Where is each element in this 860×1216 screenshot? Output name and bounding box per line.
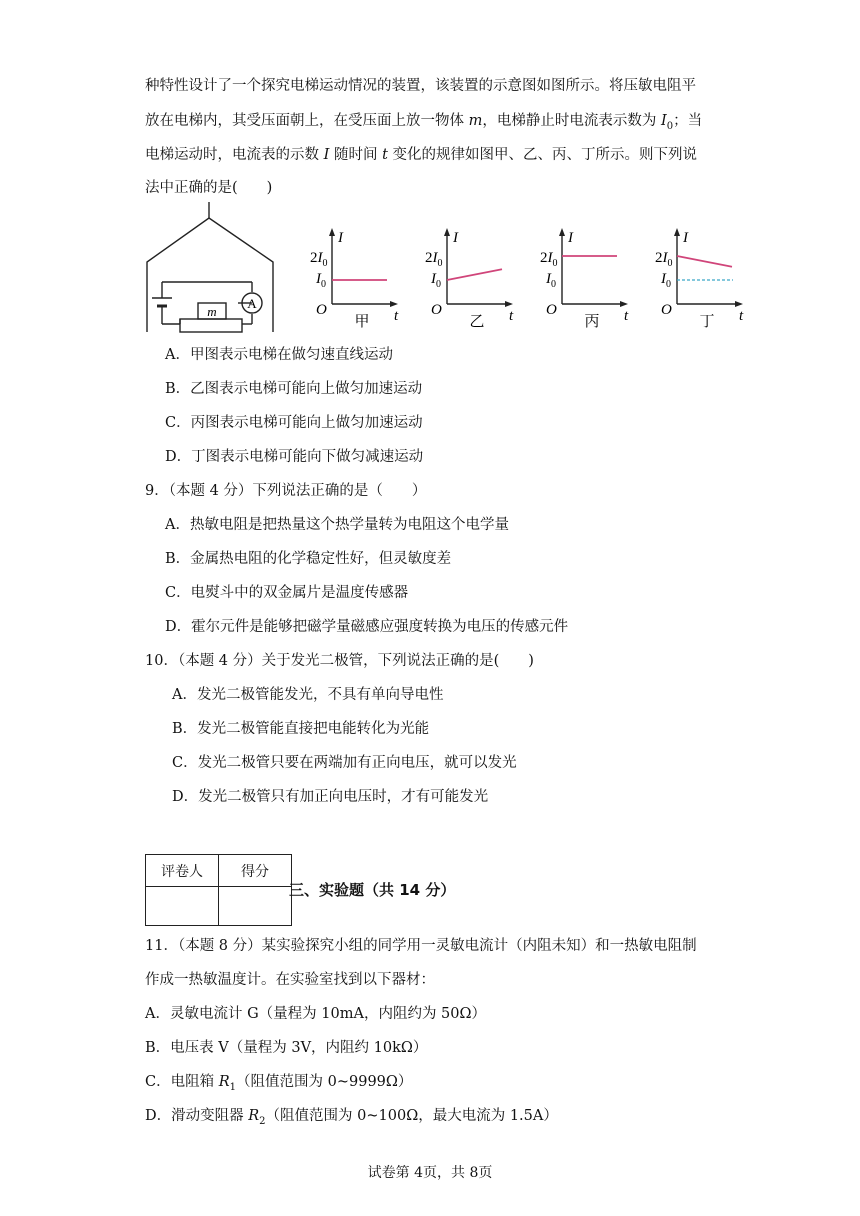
- text: C．电阻箱: [145, 1074, 219, 1090]
- text: 放在电梯内，其受压面朝上，在受压面上放一物体: [145, 113, 469, 129]
- subscript: 2: [259, 1115, 266, 1127]
- mass-label: m: [207, 304, 217, 319]
- y-axis-label: I: [453, 230, 458, 246]
- subscript: 1: [229, 1081, 237, 1093]
- intro-line-2: [145, 109, 702, 132]
- q8-option-b: B．乙图表示电梯可能向上做匀加速运动: [165, 381, 423, 397]
- q10-option-a: A．发光二极管能发光，不具有单向导电性: [172, 687, 444, 703]
- x-axis-label: t: [739, 308, 744, 324]
- current-time-graphs: [300, 222, 760, 338]
- x-axis-label: t: [624, 308, 629, 324]
- text: 电梯运动时，电流表的示数: [145, 147, 324, 163]
- y-axis-arrow: [444, 228, 450, 236]
- current-curve: [447, 269, 502, 280]
- tick-2I0: $2I_0$: [655, 250, 673, 269]
- q8-option-a: A．甲图表示电梯在做匀速直线运动: [165, 347, 393, 363]
- intro-line-1: 种特性设计了一个探究电梯运动情况的装置，该装置的示意图如图所示。将压敏电阻平: [145, 78, 696, 94]
- q8-option-c: C．丙图表示电梯可能向上做匀加速运动: [165, 415, 423, 431]
- graph-name: 乙: [469, 314, 485, 330]
- var-R: R: [218, 1074, 230, 1090]
- graph-name: 甲: [354, 314, 370, 330]
- var-m: m: [468, 113, 483, 129]
- q10-option-d: D．发光二极管只有加正向电压时，才有可能发光: [172, 789, 489, 805]
- x-axis-arrow: [620, 301, 628, 307]
- y-axis-arrow: [559, 228, 565, 236]
- text: D．滑动变阻器: [145, 1108, 249, 1124]
- q9-option-b: B．金属热电阻的化学稳定性好，但灵敏度差: [165, 551, 452, 567]
- tick-I0: $I_0$: [431, 271, 441, 290]
- score-cell[interactable]: [219, 887, 292, 926]
- tick-2I0: $2I_0$: [425, 250, 443, 269]
- var-I: I: [323, 147, 330, 163]
- graph-2: [425, 228, 514, 330]
- var-t: t: [382, 147, 388, 163]
- q9-option-c: C．电熨斗中的双金属片是温度传感器: [165, 585, 409, 601]
- text: 变化的规律如图甲、乙、丙、丁所示。则下列说: [387, 147, 697, 163]
- x-axis-label: t: [509, 308, 514, 324]
- page-footer: 试卷第 4页，共 8页: [367, 1165, 493, 1181]
- q9-option-a: A．热敏电阻是把热量这个热学量转为电阻这个电学量: [165, 517, 509, 533]
- x-axis-arrow: [735, 301, 743, 307]
- tick-I0: $I_0$: [546, 271, 556, 290]
- q10-option-c: C．发光二极管只要在两端加有正向电压，就可以发光: [172, 755, 517, 771]
- tick-I0: $I_0$: [661, 271, 671, 290]
- origin-label: O: [661, 302, 672, 318]
- y-axis-label: I: [338, 230, 343, 246]
- subscript: 0: [666, 120, 674, 132]
- q10-stem: 10．（本题 4 分）关于发光二极管，下列说法正确的是( ): [145, 653, 534, 669]
- score-header: 得分: [219, 855, 292, 887]
- current-curve: [677, 256, 732, 267]
- q11-line-2: 作成一热敏温度计。在实验室找到以下器材：: [145, 972, 435, 988]
- section-heading: 三、实验题（共 14 分）: [289, 881, 456, 899]
- origin-label: O: [546, 302, 557, 318]
- text: ；当: [673, 113, 703, 129]
- q10-option-b: B．发光二极管能直接把电能转化为光能: [172, 721, 430, 737]
- intro-line-4: 法中正确的是( ): [145, 180, 273, 196]
- elevator-apparatus-diagram: [140, 200, 290, 335]
- y-axis-label: I: [568, 230, 573, 246]
- origin-label: O: [431, 302, 442, 318]
- q11-option-c: [145, 1070, 412, 1093]
- text: ，电梯静止时电流表示数为: [482, 113, 661, 129]
- var-R: R: [248, 1108, 260, 1124]
- text: （阻值范围为 0~100Ω，最大电流为 1.5A）: [265, 1108, 558, 1124]
- grader-cell[interactable]: [146, 887, 219, 926]
- q11-option-b: B．电压表 V（量程为 3V，内阻约 10kΩ）: [145, 1040, 428, 1056]
- tick-2I0: $2I_0$: [310, 250, 328, 269]
- origin-label: O: [316, 302, 327, 318]
- tick-2I0: $2I_0$: [540, 250, 558, 269]
- q8-option-d: D．丁图表示电梯可能向下做匀减速运动: [165, 449, 424, 465]
- graph-name: 丙: [584, 314, 600, 330]
- x-axis-label: t: [394, 308, 399, 324]
- tick-I0: $I_0$: [316, 271, 326, 290]
- intro-line-3: [145, 143, 697, 164]
- score-table: [145, 854, 292, 926]
- q11-option-d: [145, 1104, 558, 1127]
- x-axis-arrow: [505, 301, 513, 307]
- graph-3: [540, 228, 629, 330]
- y-axis-arrow: [674, 228, 680, 236]
- q9-option-d: D．霍尔元件是能够把磁学量磁感应强度转换为电压的传感元件: [165, 619, 569, 635]
- text: 随时间: [329, 147, 383, 163]
- q9-stem: 9．（本题 4 分）下列说法正确的是（ ）: [145, 483, 427, 499]
- y-axis-label: I: [683, 230, 688, 246]
- text: （阻值范围为 0~9999Ω）: [236, 1074, 413, 1090]
- var-I: I: [660, 113, 667, 129]
- graph-4: [655, 228, 744, 330]
- y-axis-arrow: [329, 228, 335, 236]
- q11-line-1: 11．（本题 8 分）某实验探究小组的同学用一灵敏电流计（内阻未知）和一热敏电阻制: [145, 938, 697, 954]
- graph-1: [310, 228, 399, 330]
- graph-name: 丁: [699, 314, 715, 330]
- ammeter-label: A: [247, 296, 257, 311]
- x-axis-arrow: [390, 301, 398, 307]
- q11-option-a: A．灵敏电流计 G（量程为 10mA，内阻约为 50Ω）: [145, 1006, 487, 1022]
- grader-header: 评卷人: [146, 855, 219, 887]
